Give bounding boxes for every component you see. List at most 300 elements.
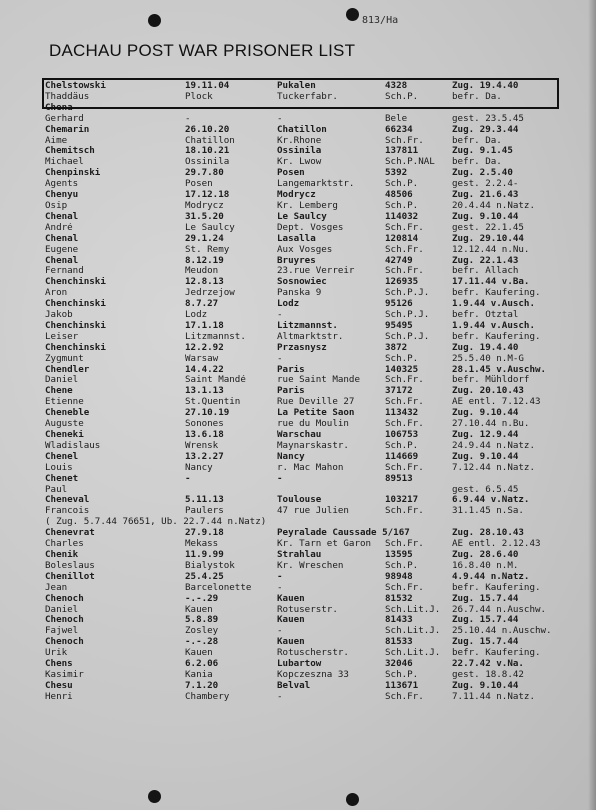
residence: Tuckerfabr.	[277, 91, 338, 102]
list-row	[0, 463, 596, 474]
residence: 23.rue Verreir	[277, 266, 355, 277]
prisoner-name: Jakob	[45, 310, 73, 321]
prisoner-name: Gerhard	[45, 113, 84, 124]
residence: Le Saulcy	[277, 211, 327, 222]
list-row	[0, 572, 596, 583]
birth-date-or-place: Kauen	[185, 604, 213, 615]
list-row	[0, 681, 596, 692]
birth-date-or-place: St.Quentin	[185, 397, 241, 408]
prisoner-number: Sch.P.J.	[385, 331, 430, 342]
residence: -	[277, 582, 283, 593]
list-row	[0, 692, 596, 703]
status-remark: Zug. 15.7.44	[452, 637, 519, 648]
status-remark: Zug. 20.10.43	[452, 386, 524, 397]
residence: Lasalla	[277, 233, 316, 244]
birth-date-or-place: Mekass	[185, 539, 219, 550]
residence: -	[277, 691, 283, 702]
birth-date-or-place: Kauen	[185, 648, 213, 659]
status-remark: 1.9.44 v.Ausch.	[452, 320, 535, 331]
list-row	[0, 190, 596, 201]
list-row	[0, 419, 596, 430]
residence: Warschau	[277, 430, 322, 440]
birth-date-or-place: Kania	[185, 669, 213, 680]
list-row	[0, 157, 596, 168]
birth-date-or-place: Paulers	[185, 506, 224, 517]
residence: Posen	[277, 168, 305, 179]
residence: Rotuserstr.	[277, 604, 338, 615]
prisoner-number: 95126	[385, 299, 413, 310]
status-remark: 20.4.44 n.Natz.	[452, 200, 535, 211]
prisoner-number: 137811	[385, 146, 419, 157]
birth-date-or-place: Ossinila	[185, 157, 230, 168]
list-row	[0, 485, 596, 496]
list-row	[0, 245, 596, 256]
status-remark: Zug. 9.10.44	[452, 408, 519, 419]
prisoner-number: Sch.Fr.	[385, 419, 424, 430]
list-row	[0, 670, 596, 681]
birth-date-or-place: 8.7.27	[185, 299, 219, 310]
prisoner-number: 120814	[385, 233, 419, 244]
prisoner-number: Sch.Lit.J.	[385, 648, 441, 659]
status-remark: gest. 22.1.45	[452, 222, 524, 233]
residence: Kopczeszna 33	[277, 669, 349, 680]
prisoner-name: Boleslaus	[45, 560, 95, 571]
prisoner-name: Chemitsch	[45, 146, 95, 157]
list-row	[0, 288, 596, 299]
prisoner-number: Sch.P.	[385, 669, 419, 680]
prisoner-number: Sch.Fr.	[385, 222, 424, 233]
status-remark: Zug. 28.10.43	[452, 528, 524, 539]
birth-date-or-place: 11.9.99	[185, 549, 224, 560]
prisoner-name: Michael	[45, 157, 84, 168]
list-row	[0, 539, 596, 550]
prisoner-number: Bele	[385, 113, 408, 124]
prisoner-number: Sch.Lit.J.	[385, 626, 441, 637]
list-row	[0, 452, 596, 463]
status-remark: Zug. 28.6.40	[452, 549, 519, 560]
birth-date-or-place: Modrycz	[185, 200, 224, 211]
residence: Kr. Tarn et Garon	[277, 539, 372, 550]
status-remark: gest. 23.5.45	[452, 113, 524, 124]
list-row	[0, 179, 596, 190]
prisoner-number: Sch.P.	[385, 353, 419, 364]
prisoner-name: Fajwel	[45, 626, 79, 637]
list-row	[0, 299, 596, 310]
birth-date-or-place: 26.10.20	[185, 124, 230, 135]
list-row	[0, 354, 596, 365]
birth-date-or-place: Saint Mandé	[185, 375, 246, 386]
prisoner-name: Chenchinski	[45, 320, 106, 331]
residence: Rotuscherstr.	[277, 648, 349, 659]
list-row	[0, 146, 596, 157]
birth-date-or-place: 18.10.21	[185, 146, 230, 157]
highlight-box	[42, 78, 559, 109]
list-row	[0, 277, 596, 288]
status-remark: Zug. 15.7.44	[452, 615, 519, 626]
list-row	[0, 517, 596, 528]
list-row	[0, 408, 596, 419]
residence: Lubartow	[277, 659, 322, 670]
prisoner-name: Louis	[45, 462, 73, 473]
status-remark: Zug. 22.1.43	[452, 255, 519, 266]
residence: Kauen	[277, 593, 305, 604]
punch-hole	[148, 790, 161, 803]
prisoner-number: 89513	[385, 473, 413, 484]
prisoner-number: 5392	[385, 168, 408, 179]
residence: Nancy	[277, 451, 305, 462]
prisoner-number: 37172	[385, 386, 413, 397]
status-remark: 7.11.44 n.Natz.	[452, 691, 535, 702]
prisoner-name: Chesu	[45, 680, 73, 691]
prisoner-name: Chenoch	[45, 615, 84, 626]
prisoner-number: 114032	[385, 211, 419, 222]
prisoner-number: 113671	[385, 680, 419, 691]
list-row	[0, 659, 596, 670]
birth-date-or-place: St. Remy	[185, 244, 230, 255]
residence: Kauen	[277, 615, 305, 626]
prisoner-name: Etienne	[45, 397, 84, 408]
birth-date-or-place: 17.12.18	[185, 190, 230, 201]
list-row	[0, 474, 596, 485]
residence: Kauen	[277, 637, 305, 648]
prisoner-list	[0, 81, 596, 703]
prisoner-number: 13595	[385, 549, 413, 560]
residence: -	[277, 626, 283, 637]
prisoner-name: Chenchinski	[45, 277, 106, 288]
prisoner-number: Sch.Fr.	[385, 462, 424, 473]
list-row	[0, 332, 596, 343]
prisoner-name: André	[45, 222, 73, 233]
prisoner-name: Chenal	[45, 211, 79, 222]
residence: rue du Moulin	[277, 419, 349, 430]
prisoner-name: Chenpinski	[45, 168, 101, 179]
prisoner-number: Sch.Fr.	[385, 539, 424, 550]
residence: Kr. Wreschen	[277, 560, 344, 571]
birth-date-or-place: Nancy	[185, 462, 213, 473]
prisoner-name: Chendler	[45, 364, 90, 375]
list-row	[0, 310, 596, 321]
birth-date-or-place: Le Saulcy	[185, 222, 235, 233]
document-title: DACHAU POST WAR PRISONER LIST	[49, 41, 356, 60]
status-remark: befr. Ötztal	[452, 310, 519, 321]
status-remark: befr. Kaufering.	[452, 331, 541, 342]
birth-date-or-place: Bialystok	[185, 560, 235, 571]
list-row	[0, 430, 596, 441]
birth-date-or-place: Chatillon	[185, 135, 235, 146]
status-remark: 28.1.45 v.Auschw.	[452, 364, 547, 375]
residence: Peyralade Caussade 5/167	[277, 528, 410, 539]
status-remark: 7.12.44 n.Natz.	[452, 462, 535, 473]
birth-date-or-place: 12.8.13	[185, 277, 224, 288]
residence: Belval	[277, 680, 311, 691]
punch-hole	[346, 793, 359, 806]
prisoner-name: Auguste	[45, 419, 84, 430]
list-row	[0, 648, 596, 659]
list-row	[0, 343, 596, 354]
prisoner-name: Cheneval	[45, 495, 90, 506]
residence: Strahlau	[277, 549, 322, 560]
residence: -	[277, 571, 283, 582]
list-row	[0, 615, 596, 626]
list-row	[0, 375, 596, 386]
prisoner-name: Chenel	[45, 451, 79, 462]
residence: Rue Deville 27	[277, 397, 355, 408]
prisoner-name: Charles	[45, 539, 84, 550]
residence: Paris	[277, 364, 305, 375]
birth-date-or-place: Zosley	[185, 626, 219, 637]
prisoner-number: Sch.P.	[385, 440, 419, 451]
birth-date-or-place: Plock	[185, 91, 213, 102]
residence: Chatillon	[277, 124, 327, 135]
birth-date-or-place: Lodz	[185, 310, 208, 321]
prisoner-number: 81533	[385, 637, 413, 648]
prisoner-name: Francois	[45, 506, 90, 517]
birth-date-or-place: 6.2.06	[185, 659, 219, 670]
prisoner-name: Fernand	[45, 266, 84, 277]
prisoner-name: Aron	[45, 288, 68, 299]
prisoner-number: Sch.P.	[385, 560, 419, 571]
birth-date-or-place: 7.1.20	[185, 680, 219, 691]
prisoner-number: Sch.Fr.	[385, 397, 424, 408]
list-row	[0, 256, 596, 267]
list-row	[0, 605, 596, 616]
prisoner-name: Chelstowski	[45, 81, 106, 91]
list-row	[0, 234, 596, 245]
prisoner-name: Chemarin	[45, 124, 90, 135]
residence: -	[277, 310, 283, 321]
birth-date-or-place: -	[185, 113, 191, 124]
list-row	[0, 637, 596, 648]
status-remark: Zug. 2.5.40	[452, 168, 513, 179]
prisoner-number: 106753	[385, 430, 419, 440]
row-note: ( Zug. 5.7.44 76651, Ub. 22.7.44 n.Natz)	[45, 517, 267, 528]
punch-hole	[148, 14, 161, 27]
prisoner-number: Sch.Fr.	[385, 375, 424, 386]
residence: Litzmannst.	[277, 320, 338, 331]
status-remark: befr. Allach	[452, 266, 519, 277]
status-remark: 25.10.44 n.Auschw.	[452, 626, 552, 637]
prisoner-number: 66234	[385, 124, 413, 135]
status-remark: Zug. 29.3.44	[452, 124, 519, 135]
residence: -	[277, 113, 283, 124]
prisoner-number: 113432	[385, 408, 419, 419]
prisoner-name: Urik	[45, 648, 68, 659]
prisoner-name: Thaddäus	[45, 91, 90, 102]
birth-date-or-place: -	[185, 473, 191, 484]
birth-date-or-place: -.-.29	[185, 593, 219, 604]
status-remark: 17.11.44 v.Ba.	[452, 277, 530, 288]
list-row	[0, 114, 596, 125]
list-row	[0, 136, 596, 147]
residence: Panska 9	[277, 288, 322, 299]
residence: -	[277, 353, 283, 364]
status-remark: 25.5.40 n.M-G	[452, 353, 524, 364]
residence: Kr.Rhone	[277, 135, 322, 146]
list-row	[0, 266, 596, 277]
birth-date-or-place: 13.1.13	[185, 386, 224, 397]
list-row	[0, 626, 596, 637]
list-row	[0, 168, 596, 179]
prisoner-number: 140325	[385, 364, 419, 375]
birth-date-or-place: 31.5.20	[185, 211, 224, 222]
list-row	[0, 495, 596, 506]
prisoner-number: 81532	[385, 593, 413, 604]
prisoner-name: Chenchinski	[45, 299, 106, 310]
residence: Altmarktstr.	[277, 331, 344, 342]
list-row	[0, 583, 596, 594]
status-remark: 31.1.45 n.Sa.	[452, 506, 524, 517]
residence: Toulouse	[277, 495, 322, 506]
prisoner-number: Sch.P.	[385, 179, 419, 190]
birth-date-or-place: 29.7.80	[185, 168, 224, 179]
prisoner-name: Eugene	[45, 244, 79, 255]
status-remark: Zug. 19.4.40	[452, 81, 519, 91]
prisoner-number: Sch.P.	[385, 91, 419, 102]
list-row	[0, 561, 596, 572]
residence: Bruyres	[277, 255, 316, 266]
page-code: 813/Ha	[362, 15, 399, 26]
birth-date-or-place: 5.8.89	[185, 615, 219, 626]
birth-date-or-place: Wrensk	[185, 440, 219, 451]
status-remark: Zug. 9.1.45	[452, 146, 513, 157]
prisoner-name: Chenal	[45, 255, 79, 266]
birth-date-or-place: 5.11.13	[185, 495, 224, 506]
prisoner-number: 42749	[385, 255, 413, 266]
status-remark: AE entl. 7.12.43	[452, 397, 541, 408]
status-remark: Zug. 29.10.44	[452, 233, 524, 244]
birth-date-or-place: 19.11.04	[185, 81, 230, 91]
prisoner-name: Chenoch	[45, 637, 84, 648]
prisoner-name: Paul	[45, 484, 68, 495]
prisoner-number: 81433	[385, 615, 413, 626]
birth-date-or-place: Litzmannst.	[185, 331, 246, 342]
residence: Aux Vosges	[277, 244, 333, 255]
birth-date-or-place: Meudon	[185, 266, 219, 277]
status-remark: 24.9.44 n.Natz.	[452, 440, 535, 451]
list-row	[0, 386, 596, 397]
prisoner-number: 114669	[385, 451, 419, 462]
status-remark: 12.12.44 n.Nu.	[452, 244, 530, 255]
residence: Modrycz	[277, 190, 316, 201]
prisoner-name: Cheneble	[45, 408, 90, 419]
birth-date-or-place: 27.10.19	[185, 408, 230, 419]
prisoner-number: Sch.P.J.	[385, 310, 430, 321]
prisoner-name: Chenal	[45, 233, 79, 244]
list-row	[0, 397, 596, 408]
birth-date-or-place: 14.4.22	[185, 364, 224, 375]
prisoner-name: Jean	[45, 582, 68, 593]
prisoner-name: Agents	[45, 179, 79, 190]
residence: Przasnysz	[277, 342, 327, 353]
prisoner-number: Sch.P.	[385, 200, 419, 211]
residence: rue Saint Mande	[277, 375, 360, 386]
residence: Kr. Lwow	[277, 157, 322, 168]
prisoner-number: 3872	[385, 342, 408, 353]
prisoner-number: 4328	[385, 81, 408, 91]
status-remark: befr. Kaufering.	[452, 288, 541, 299]
residence: Kr. Lemberg	[277, 200, 338, 211]
status-remark: befr. Da.	[452, 135, 502, 146]
birth-date-or-place: Warsaw	[185, 353, 219, 364]
status-remark: Zug. 15.7.44	[452, 593, 519, 604]
list-row	[0, 550, 596, 561]
status-remark: Zug. 9.10.44	[452, 680, 519, 691]
list-row	[0, 223, 596, 234]
residence: -	[277, 473, 283, 484]
prisoner-name: Chenoch	[45, 593, 84, 604]
prisoner-name: Chenchinski	[45, 342, 106, 353]
residence: Paris	[277, 386, 305, 397]
prisoner-number: Sch.Fr.	[385, 582, 424, 593]
list-row	[0, 321, 596, 332]
status-remark: Zug. 21.6.43	[452, 190, 519, 201]
prisoner-number: Sch.Fr.	[385, 506, 424, 517]
birth-date-or-place: Posen	[185, 179, 213, 190]
prisoner-number: 32046	[385, 659, 413, 670]
status-remark: 1.9.44 v.Ausch.	[452, 299, 535, 310]
status-remark: gest. 6.5.45	[452, 484, 519, 495]
status-remark: gest. 2.2.4-	[452, 179, 519, 190]
prisoner-name: Henri	[45, 691, 73, 702]
list-row	[0, 125, 596, 136]
prisoner-name: Aime	[45, 135, 68, 146]
residence: Dept. Vosges	[277, 222, 344, 233]
birth-date-or-place: 12.2.92	[185, 342, 224, 353]
prisoner-name: Wladislaus	[45, 440, 101, 451]
residence: Ossinila	[277, 146, 322, 157]
birth-date-or-place: Chambery	[185, 691, 230, 702]
status-remark: befr. Kaufering.	[452, 648, 541, 659]
prisoner-number: Sch.Fr.	[385, 244, 424, 255]
residence: Langemarktstr.	[277, 179, 355, 190]
prisoner-name: Daniel	[45, 604, 79, 615]
birth-date-or-place: Sonones	[185, 419, 224, 430]
residence: Lodz	[277, 299, 300, 310]
page-edge-shadow	[588, 0, 596, 810]
status-remark: befr. Da.	[452, 157, 502, 168]
prisoner-number: Sch.Fr.	[385, 135, 424, 146]
list-row	[0, 506, 596, 517]
birth-date-or-place: 17.1.18	[185, 320, 224, 331]
status-remark: 26.7.44 n.Auschw.	[452, 604, 547, 615]
list-row	[0, 528, 596, 539]
prisoner-name: Osip	[45, 200, 68, 211]
residence: Pukalen	[277, 81, 316, 91]
birth-date-or-place: 8.12.19	[185, 255, 224, 266]
status-remark: 27.10.44 n.Bu.	[452, 419, 530, 430]
residence: Sosnowiec	[277, 277, 327, 288]
prisoner-number: Sch.Lit.J.	[385, 604, 441, 615]
prisoner-name: Zygmunt	[45, 353, 84, 364]
status-remark: 16.8.40 n.M.	[452, 560, 519, 571]
birth-date-or-place: -.-.28	[185, 637, 219, 648]
birth-date-or-place: Jedrzejow	[185, 288, 235, 299]
prisoner-number: Sch.Fr.	[385, 691, 424, 702]
list-row	[0, 201, 596, 212]
residence: La Petite Saon	[277, 408, 355, 419]
residence: 47 rue Julien	[277, 506, 349, 517]
status-remark: befr. Kaufering.	[452, 582, 541, 593]
prisoner-number: 95495	[385, 320, 413, 331]
prisoner-name: Leiser	[45, 331, 79, 342]
status-remark: 22.7.42 v.Na.	[452, 659, 524, 670]
punch-hole	[346, 8, 359, 21]
birth-date-or-place: Barcelonette	[185, 582, 252, 593]
status-remark: Zug. 12.9.44	[452, 430, 519, 440]
prisoner-name: Chena	[45, 102, 73, 113]
prisoner-number: 103217	[385, 495, 419, 506]
prisoner-number: 98948	[385, 571, 413, 582]
